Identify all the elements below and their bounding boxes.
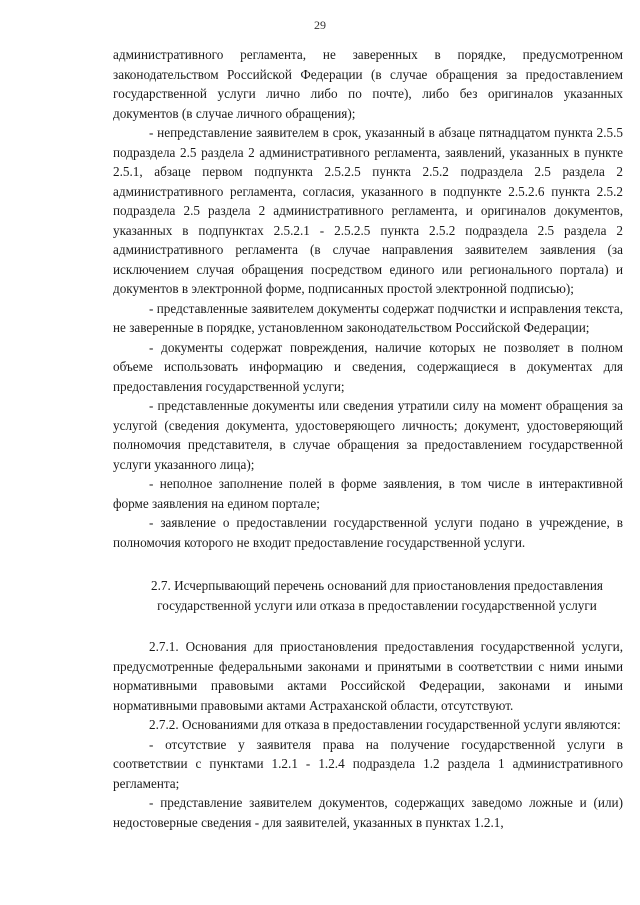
paragraph-list-item: - отсутствие у заявителя права на получение государственной услуги в соответствии с пунктами 1.2.1 - 1.2.4 подраздела 1.2 раздела 1 административного регламента;	[113, 736, 623, 791]
paragraph-list-item: - неполное заполнение полей в форме заявления, в том числе в интерактивной форме заявления на едином портале;	[113, 476, 623, 511]
section-heading: 2.7. Исчерпывающий перечень оснований для приостановления предоставления государственной услуги или отказа в предоставлении государственной услуги	[151, 578, 603, 613]
paragraph-list-item: - представленные заявителем документы содержат подчистки и исправления текста, не заверенные в порядке, установленном законодательством Российской Федерации;	[113, 300, 623, 335]
paragraph-clause: 2.7.1. Основания для приостановления предоставления государственной услуги, предусмотренные федеральными законами и принятыми в соответствии с ними иными нормативными правовыми актами Российской Федерации, законами и иными нормативными правовыми актами Астраханской области, отсутствуют.	[113, 639, 623, 713]
paragraph-list-item: - представленные документы или сведения утратили силу на момент обращения за услугой (сведения документа, удостоверяющего личность; документ, удостоверяющий полномочия представителя, в случае обращения за предоставлением государственной услуги указанного лица);	[113, 398, 623, 472]
paragraph-list-item: - документы содержат повреждения, наличие которых не позволяет в полном объеме использовать информацию и сведения, содержащиеся в документах для предоставления государственной услуги;	[113, 339, 623, 394]
document-body	[113, 45, 623, 832]
paragraph-continuation: административного регламента, не заверенных в порядке, предусмотренном законодательством Российской Федерации (в случае обращения за предоставлением государственной услуги лично либо по почте), либо без оригиналов указанных документов (в случае личного обращения);	[113, 47, 623, 121]
paragraph-list-item: - представление заявителем документов, содержащих заведомо ложные и (или) недостоверные сведения - для заявителей, указанных в пунктах 1.2.1,	[113, 795, 623, 830]
paragraph-clause: 2.7.2. Основаниями для отказа в предоставлении государственной услуги являются:	[149, 717, 621, 732]
paragraph-list-item: - заявление о предоставлении государственной услуги подано в учреждение, в полномочия которого не входит предоставление государственной услуги.	[113, 515, 623, 550]
paragraph-list-item: - непредставление заявителем в срок, указанный в абзаце пятнадцатом пункта 2.5.5 подраздела 2.5 раздела 2 административного регламента, заявлений, указанных в пункте 2.5.1, абзаце первом подпункта 2.5.2.5 пункта 2.5.2 подраздела 2.5 раздела 2 административного регламента, согласия, указанного в подпункте 2.5.2.6 пункта 2.5.2 подраздела 2.5 раздела 2 административного регламента, и оригиналов документов, указанных в подпунктах 2.5.2.1 - 2.5.2.5 пункта 2.5.2 подраздела 2.5 раздела 2 административного регламента (в случае направления заявителем заявления (за исключением случая обращения посредством единого или регионального портала) и документов в электронной форме, подписанных простой электронной подписью);	[113, 125, 623, 296]
page-number: 29	[314, 18, 326, 32]
